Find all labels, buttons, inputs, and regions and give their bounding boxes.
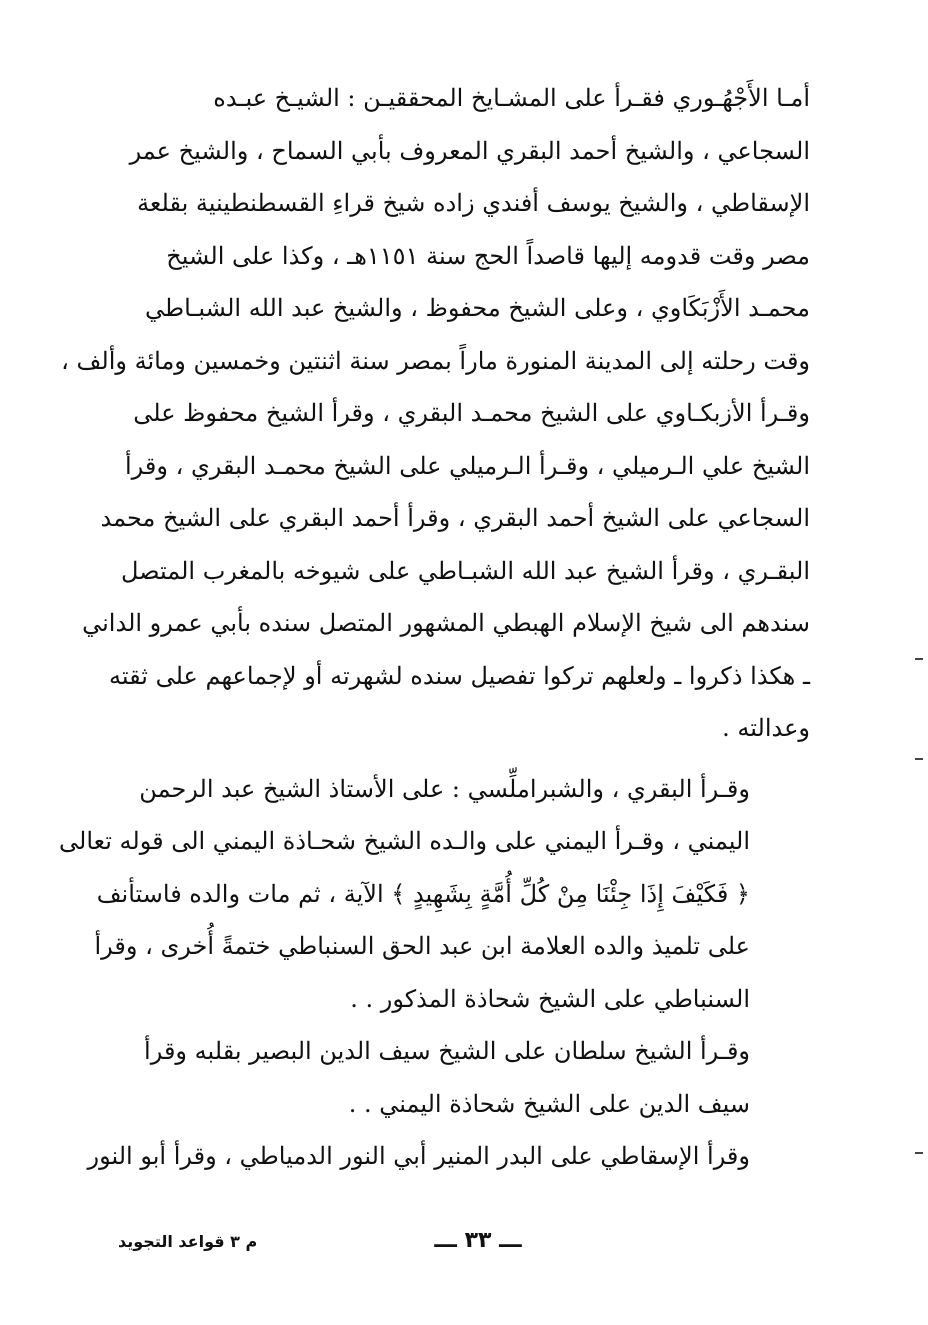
- margin-mark: [915, 1152, 923, 1154]
- text-line: وقـرأ الشيخ سلطان على الشيخ سيف الدين البصير بقلبه وقرأ: [144, 1037, 750, 1065]
- text-line: ـ هكذا ذكروا ـ ولعلهم تركوا تفصيل سنده لشهرته أو لإجماعهم على ثقته: [109, 661, 810, 690]
- text-line: أمـا الأَجْهُـوري فقـرأ على المشـايخ المحققيـن : الشيـخ عبـده: [213, 84, 810, 112]
- text-line: مصر وقت قدومه إليها قاصداً الحج سنة ١١٥١هـ ، وكذا على الشيخ: [166, 241, 810, 270]
- page-footer: [118, 1228, 810, 1262]
- text-line: محمـد الأَزْبَكَاوي ، وعلى الشيخ محفوظ ، والشيخ عبد الله الشبـاطي: [144, 294, 810, 322]
- text-line: وقـرأ الأزبكـاوي على الشيخ محمـد البقري ، وقرأ الشيخ محفوظ على: [133, 399, 810, 427]
- text-line: الشيخ علي الـرميلي ، وقـرأ الـرميلي على الشيخ محمـد البقري ، وقرأ: [124, 451, 810, 480]
- text-line: السجاعي على الشيخ أحمد البقري ، وقرأ أحمد البقري على الشيخ محمد: [100, 504, 810, 532]
- paragraph: [87, 1130, 810, 1183]
- text-line: البقـري ، وقرأ الشيخ عبد الله الشبـاطي على شيوخه بالمغرب المتصل: [121, 556, 810, 585]
- text-line: الإسقاطي ، والشيخ يوسف أفندي زاده شيخ قراءِ القسطنطينية بقلعة: [137, 189, 810, 217]
- text-line: وقرأ الإسقاطي على البدر المنير أبي النور الدمياطي ، وقرأ أبو النور: [87, 1142, 750, 1170]
- margin-mark: [915, 758, 923, 760]
- paragraph: [61, 72, 810, 755]
- text-line: اليمني ، وقـرأ اليمني على والـده الشيخ شحـاذة اليمني الى قوله تعالى: [59, 827, 750, 855]
- book-signature: م ٣ قواعد التجويد: [118, 1232, 258, 1251]
- text-line: السجاعي ، والشيخ أحمد البقري المعروف بأبي السماح ، والشيخ عمر: [129, 136, 810, 165]
- text-line: على تلميذ والده العلامة ابن عبد الحق السنباطي ختمةً أُخرى ، وقرأ: [94, 932, 750, 960]
- paragraph: [118, 1025, 810, 1130]
- text-line: سيف الدين على الشيخ شحاذة اليمني . .: [348, 1089, 750, 1118]
- margin-mark: [915, 658, 923, 660]
- quran-verse-line: ﴿ فَكَيْفَ إِذَا جِئْنَا مِنْ كُلِّ أُمَّةٍ بِشَهِيدٍ ﴾ الآية ، ثم مات والده فاستأنف: [96, 879, 750, 908]
- page-number: ـــ ٣٣ ـــ: [434, 1228, 522, 1253]
- text-line: سندهم الى شيخ الإسلام الهبطي المشهور المتصل سنده بأبي عمرو الداني: [82, 609, 810, 637]
- text-line: وعدالته .: [722, 714, 810, 742]
- text-line: وقت رحلته إلى المدينة المنورة ماراً بمصر سنة اثنتين وخمسين ومائة وألف ،: [61, 346, 810, 375]
- text-line: السنباطي على الشيخ شحاذة المذكور . .: [350, 984, 750, 1013]
- paragraph: [59, 763, 810, 1026]
- text-line: وقـرأ البقري ، والشبراملِّسي : على الأستاذ الشيخ عبد الرحمن: [139, 774, 750, 803]
- main-text: [59, 72, 810, 1183]
